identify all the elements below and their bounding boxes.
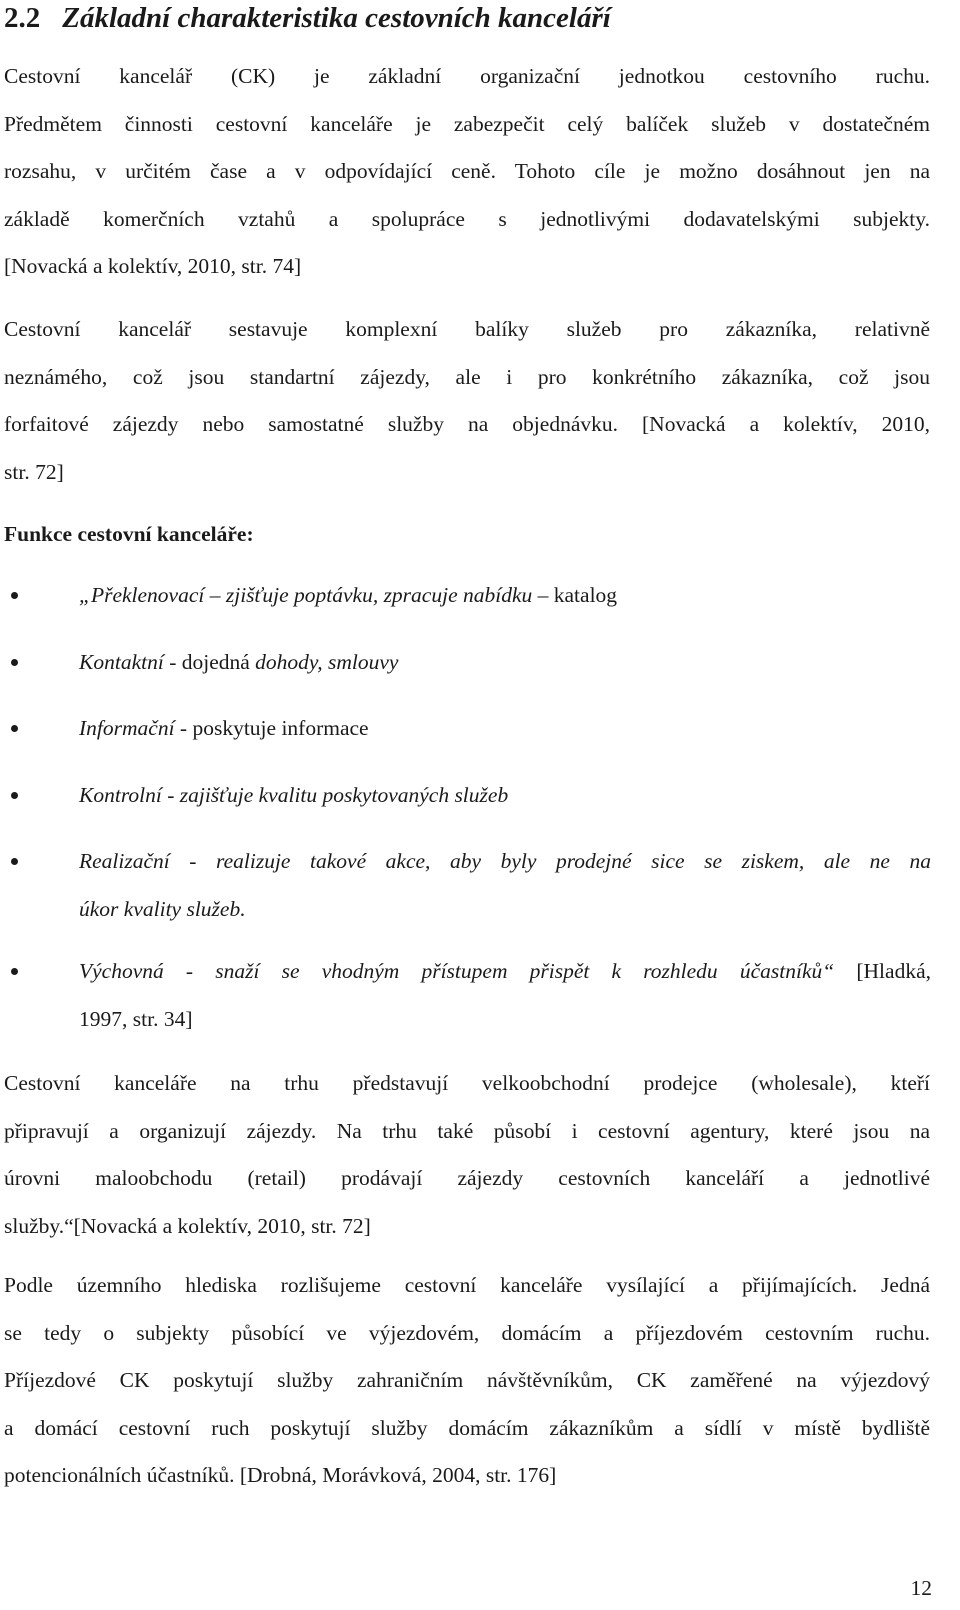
- bullet-dot-icon: [11, 792, 18, 799]
- paragraph-territorial: [4, 1262, 930, 1500]
- function-line: [79, 639, 931, 687]
- page-number: 12: [910, 1576, 932, 1600]
- paragraph-intro: [4, 53, 930, 291]
- function-text-segment: Výchovná - snaží se vhodným přístupem přispět k rozhledu účastníků“: [79, 959, 835, 983]
- function-text-segment: úkor kvality služeb.: [79, 896, 246, 921]
- paragraph-line: se tedy o subjekty působící ve výjezdovém, domácím a příjezdovém cestovním ruchu.: [4, 1320, 930, 1345]
- functions-heading: Funkce cestovní kanceláře:: [4, 522, 254, 546]
- section-number: 2.2: [4, 2, 41, 34]
- paragraph-line: potencionálních účastníků. [Drobná, Morávková, 2004, str. 176]: [4, 1463, 557, 1487]
- paragraph-line: připravují a organizují zájezdy. Na trhu také působí i cestovní agentury, které jsou na: [4, 1118, 930, 1143]
- function-line: [79, 572, 931, 620]
- function-text-segment: [Hladká,: [834, 959, 931, 983]
- paragraph-line: Podle územního hlediska rozlišujeme cestovní kanceláře vysílající a přijímajících. Jedná: [4, 1273, 930, 1297]
- function-text-segment: „Překlenovací – zjišťuje poptávku, zpracuje nabídku: [79, 583, 533, 607]
- paragraph-line: služby.“[Novacká a kolektív, 2010, str. 72]: [4, 1213, 371, 1238]
- function-text-segment: - poskytuje informace: [174, 716, 369, 740]
- paragraph-line: úrovni maloobchodu (retail) prodávají zájezdy cestovních kanceláří a jednotlivé: [4, 1166, 930, 1190]
- paragraph-line: [Novacká a kolektív, 2010, str. 74]: [4, 254, 302, 278]
- bullet-dot-icon: [11, 659, 18, 666]
- paragraph-line: Cestovní kancelář sestavuje komplexní balíky služeb pro zákazníka, relativně: [4, 317, 930, 341]
- function-text: [79, 838, 931, 933]
- paragraph-line: Cestovní kanceláře na trhu představují velkoobchodní prodejce (wholesale), kteří: [4, 1071, 930, 1095]
- bullet-dot-icon: [11, 725, 18, 732]
- function-text-segment: - dojedná: [163, 650, 256, 674]
- bullet-dot-icon: [11, 858, 18, 865]
- bullet-dot-icon: [11, 592, 18, 599]
- paragraph-line: forfaitové zájezdy nebo samostatné služby na objednávku. [Novacká a kolektív, 2010,: [4, 412, 930, 436]
- function-text-segment: 1997, str. 34]: [79, 1006, 193, 1031]
- paragraph-packages: [4, 306, 930, 496]
- function-text: [79, 639, 931, 687]
- function-text: [79, 772, 931, 820]
- section-heading: [4, 0, 611, 36]
- function-line: [79, 886, 931, 934]
- paragraph-line: Příjezdové CK poskytují služby zahraničním návštěvníkům, CK zaměřené na výjezdový: [4, 1368, 930, 1392]
- function-text-segment: – katalog: [532, 583, 618, 607]
- function-text-segment: Informační: [79, 716, 175, 740]
- function-text-segment: dohody, smlouvy: [255, 650, 399, 674]
- paragraph-line: a domácí cestovní ruch poskytují služby domácím zákazníkům a sídlí v místě bydliště: [4, 1415, 930, 1440]
- paragraph-line: rozsahu, v určitém čase a v odpovídající ceně. Tohoto cíle je možno dosáhnout jen na: [4, 159, 930, 183]
- paragraph-line: str. 72]: [4, 459, 64, 484]
- function-text: [79, 705, 931, 753]
- bullet-dot-icon: [11, 968, 18, 975]
- function-line: [79, 996, 931, 1044]
- section-title: Základní charakteristika cestovních kanceláří: [62, 2, 611, 34]
- function-text-segment: Kontaktní: [79, 650, 164, 674]
- function-line: [79, 838, 931, 886]
- function-line: [79, 772, 931, 820]
- function-line: [79, 948, 931, 996]
- function-text: [79, 948, 931, 1043]
- paragraph-line: Cestovní kancelář (CK) je základní organizační jednotkou cestovního ruchu.: [4, 64, 930, 88]
- function-text: [79, 572, 931, 620]
- function-text-segment: Kontrolní - zajišťuje kvalitu poskytovaných služeb: [79, 783, 509, 807]
- paragraph-line: neznámého, což jsou standartní zájezdy, ale i pro konkrétního zákazníka, což jsou: [4, 364, 930, 389]
- paragraph-line: základě komerčních vztahů a spolupráce s jednotlivými dodavatelskými subjekty.: [4, 206, 930, 231]
- function-text-segment: Realizační - realizuje takové akce, aby byly prodejné sice se ziskem, ale ne na: [79, 849, 931, 873]
- function-line: [79, 705, 931, 753]
- paragraph-line: Předmětem činnosti cestovní kanceláře je zabezpečit celý balíček služeb v dostatečném: [4, 111, 930, 136]
- paragraph-market: [4, 1060, 930, 1250]
